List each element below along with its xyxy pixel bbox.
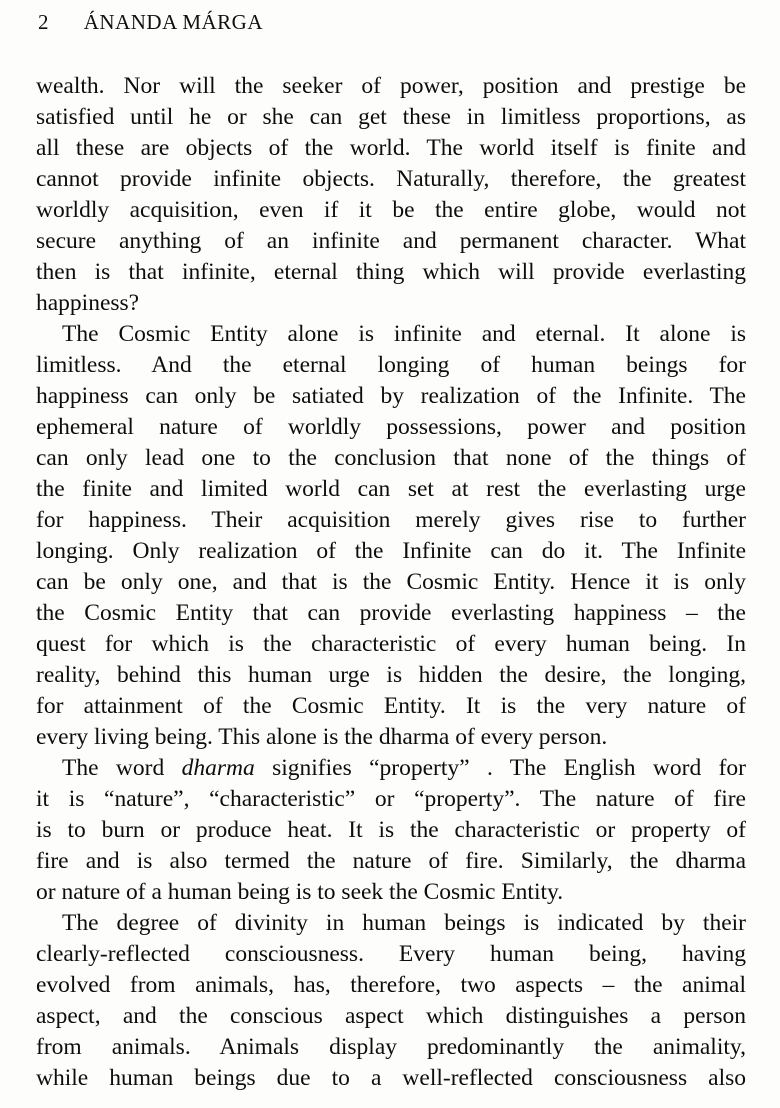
text-line: for happiness. Their acquisition merely gives rise to further (36, 507, 746, 533)
text-line: clearly-reflected consciousness. Every human being, having (36, 941, 746, 967)
text-line: then is that infinite, eternal thing which will provide everlasting (36, 259, 746, 285)
text-line: cannot provide infinite objects. Naturally, therefore, the greatest (36, 166, 746, 192)
text-line: satisfied until he or she can get these in limitless proportions, as (36, 104, 746, 130)
text-line: The degree of divinity in human beings is indicated by their (62, 910, 746, 936)
text-line: is to burn or produce heat. It is the characteristic or property of (36, 817, 746, 843)
text-line: longing. Only realization of the Infinite can do it. The Infinite (36, 538, 746, 564)
text-line: The Cosmic Entity alone is infinite and eternal. It alone is (62, 321, 746, 347)
text-line: reality, behind this human urge is hidden the desire, the longing, (36, 662, 746, 688)
text-line: while human beings due to a well-reflected consciousness also (36, 1065, 746, 1091)
running-header (38, 10, 746, 35)
paragraph (36, 71, 746, 319)
text-line: the Cosmic Entity that can provide everlasting happiness – the (36, 600, 746, 626)
running-title: ÁNANDA MÁRGA (83, 10, 264, 34)
page-body (36, 71, 746, 1094)
page-number: 2 (38, 10, 49, 34)
paragraph (36, 908, 746, 1094)
paragraph (36, 753, 746, 908)
text-line: or nature of a human being is to seek the Cosmic Entity. (36, 879, 564, 905)
text-line: the finite and limited world can set at rest the everlasting urge (36, 476, 746, 502)
text-line: aspect, and the conscious aspect which distinguishes a person (36, 1003, 746, 1029)
text-line: can only lead one to the conclusion that none of the things of (36, 445, 746, 471)
text-line: limitless. And the eternal longing of human beings for (36, 352, 746, 378)
text-line: quest for which is the characteristic of every human being. In (36, 631, 746, 657)
text-line: The word dharma signifies “property” . The English word for (62, 755, 746, 781)
text-line: can be only one, and that is the Cosmic Entity. Hence it is only (36, 569, 746, 595)
text-line: every living being. This alone is the dharma of every person. (36, 724, 608, 750)
text-line: wealth. Nor will the seeker of power, position and prestige be (36, 73, 746, 99)
text-line: from animals. Animals display predominantly the animality, (36, 1034, 746, 1060)
text-line: happiness can only be satiated by realization of the Infinite. The (36, 383, 746, 409)
text-line: happiness? (36, 290, 140, 316)
text-line: it is “nature”, “characteristic” or “property”. The nature of fire (36, 786, 746, 812)
text-line: worldly acquisition, even if it be the entire globe, would not (36, 197, 746, 223)
paragraph (36, 319, 746, 753)
text-line: for attainment of the Cosmic Entity. It is the very nature of (36, 693, 746, 719)
text-line: secure anything of an infinite and permanent character. What (36, 228, 746, 254)
text-line: fire and is also termed the nature of fire. Similarly, the dharma (36, 848, 746, 874)
text-line: all these are objects of the world. The world itself is finite and (36, 135, 746, 161)
text-line: ephemeral nature of worldly possessions, power and position (36, 414, 746, 440)
text-line: evolved from animals, has, therefore, two aspects – the animal (36, 972, 746, 998)
